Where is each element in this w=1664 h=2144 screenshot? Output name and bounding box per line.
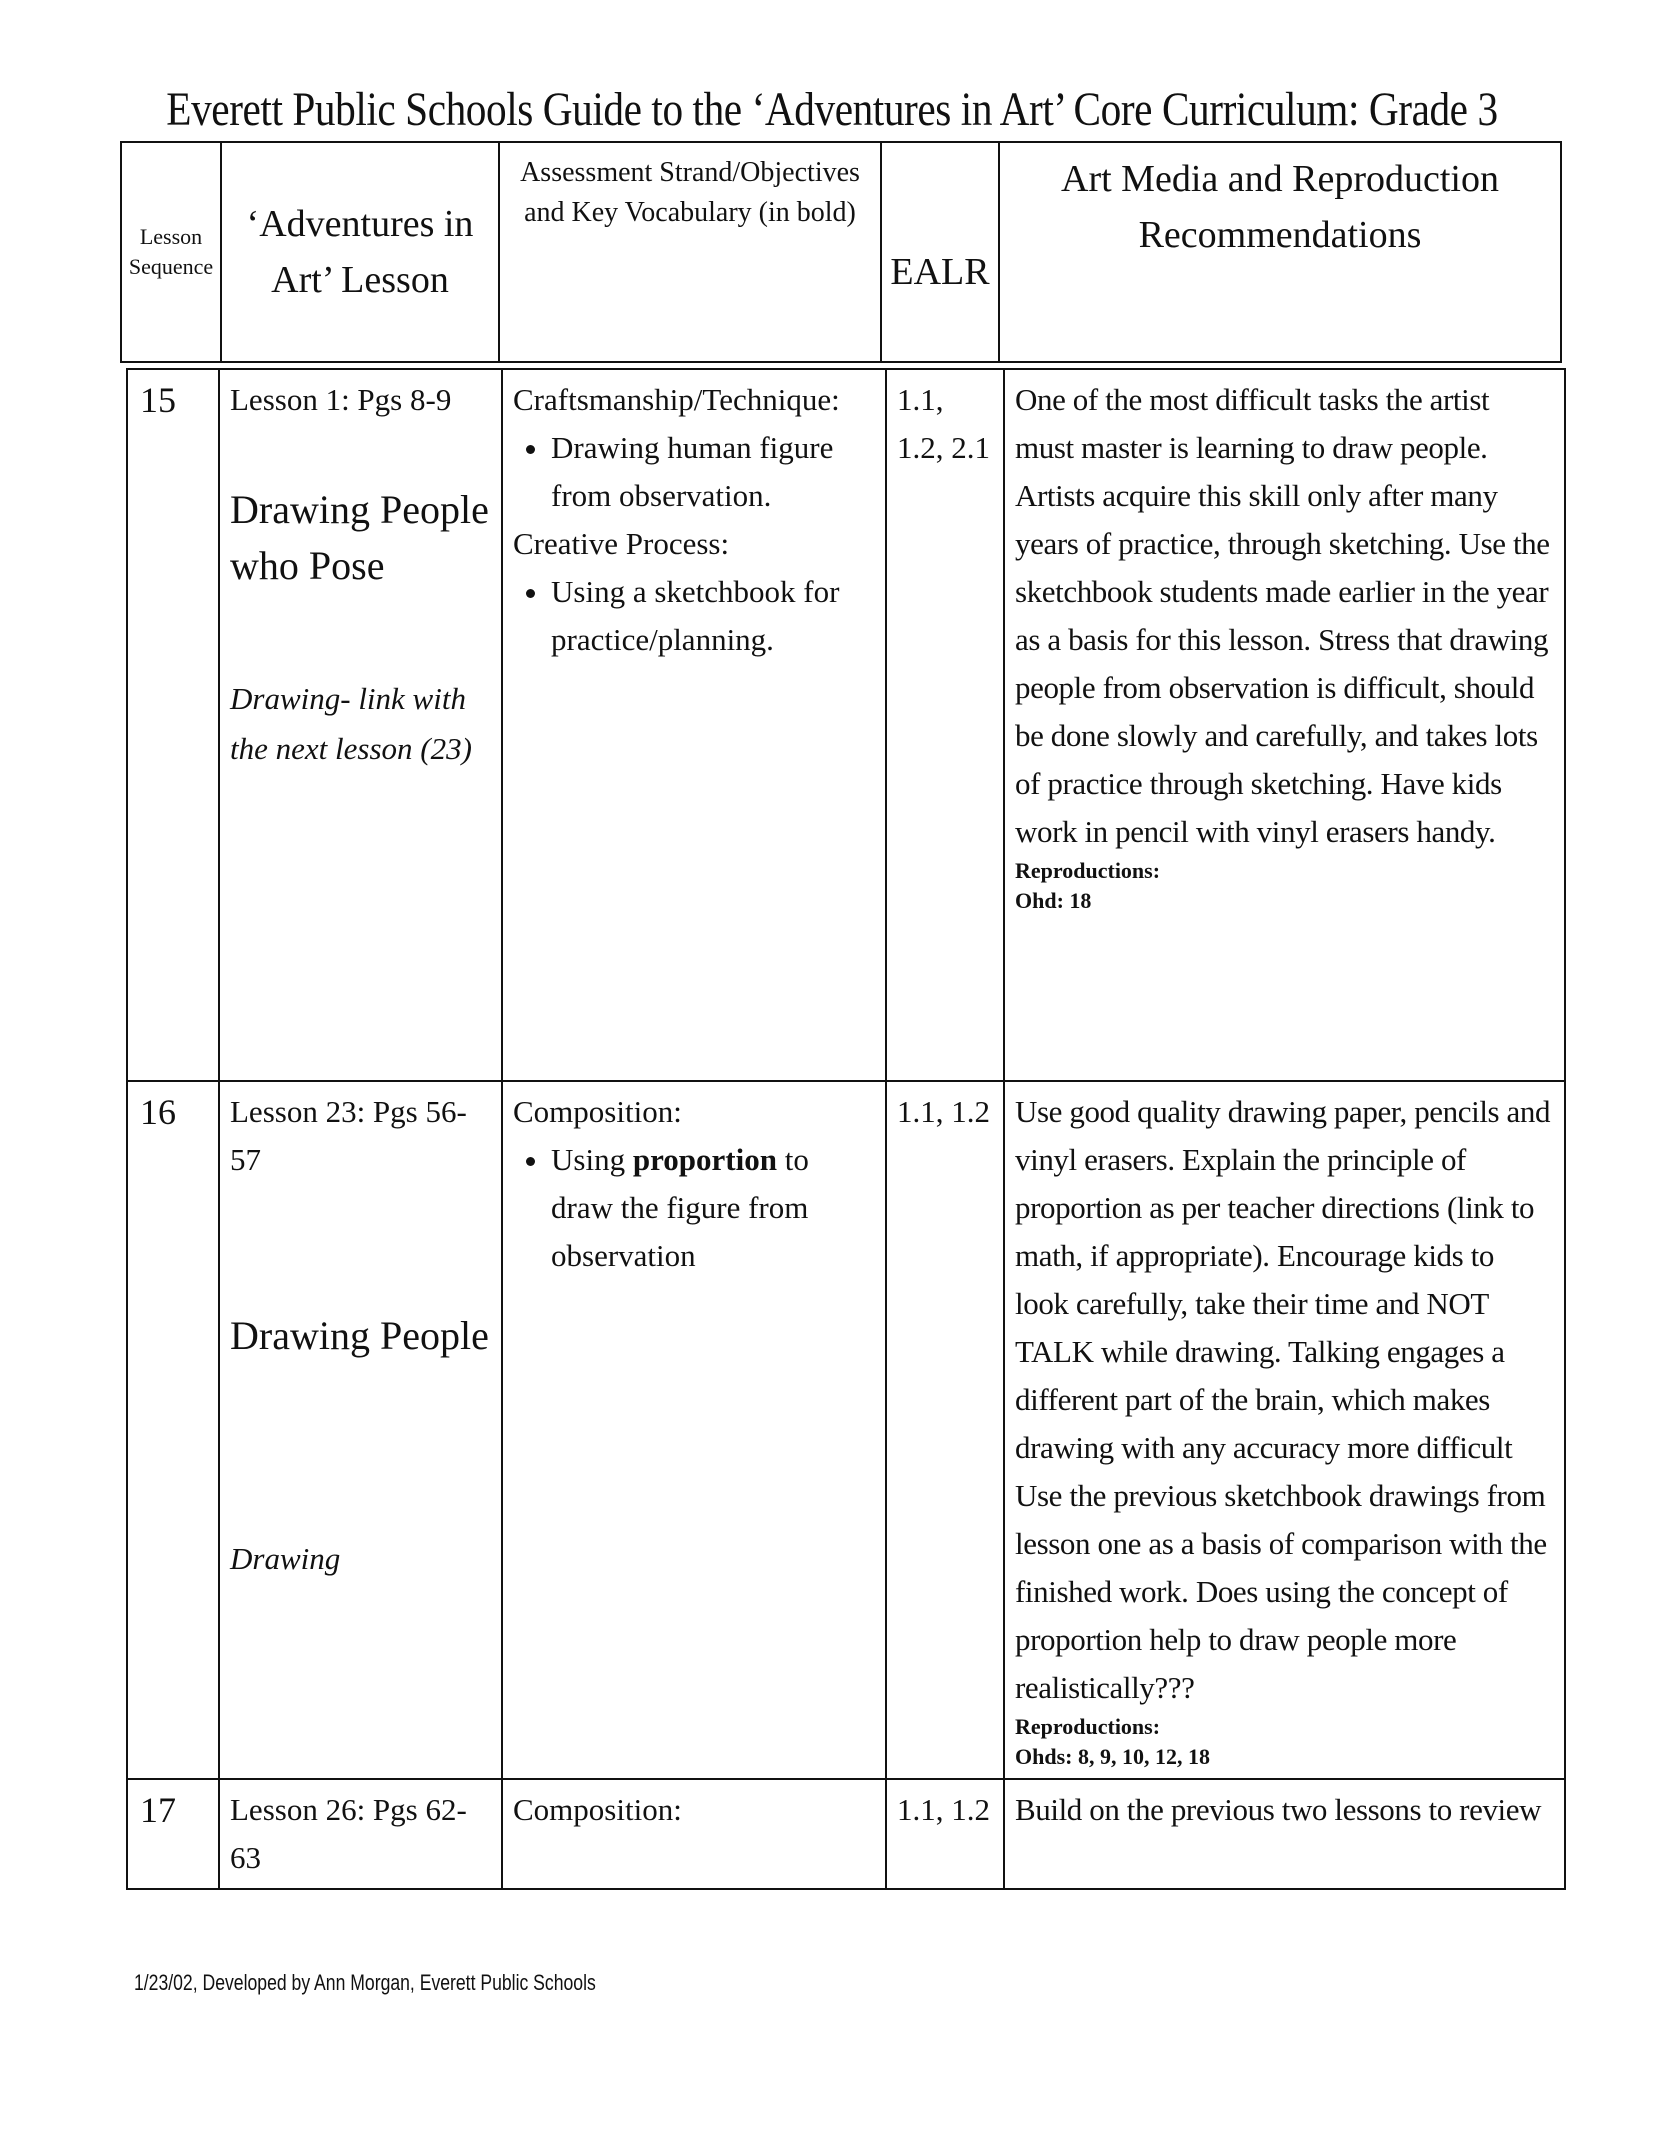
reproductions-label: Reproductions: (1015, 858, 1161, 883)
lessons-table (126, 368, 1566, 1890)
header-lesson-sequence: Lesson Sequence (121, 142, 221, 362)
objective-item: • Using a sketchbook for practice/planning. (551, 568, 875, 664)
lesson-title: Drawing People (230, 1313, 489, 1358)
objective-list (513, 568, 875, 664)
media-text: Build on the previous two lessons to review (1004, 1779, 1565, 1889)
key-vocabulary: proportion (632, 1142, 777, 1177)
strand-label: Composition: (513, 1094, 682, 1129)
assessment-cell (502, 1081, 886, 1779)
header-ealr: EALR (881, 142, 999, 362)
strand-label: Composition: (502, 1779, 886, 1889)
lesson-sequence: 17 (127, 1779, 219, 1889)
ealr-cell: 1.1, 1.2 (886, 1081, 1004, 1779)
header-table (120, 141, 1562, 363)
objective-text: Using (551, 1142, 633, 1177)
lesson-note: Drawing (230, 1541, 341, 1576)
media-text: Use the previous sketchbook drawings from lesson one as a basis of comparison with the finished work. Does using the concept of proportion help to draw people more realistically??? (1015, 1478, 1547, 1705)
header-assessment: Assessment Strand/Objectives and Key Vocabulary (in bold) (499, 142, 881, 362)
media-cell (1004, 369, 1565, 1081)
header-media: Art Media and Reproduction Recommendations (999, 142, 1561, 362)
table-row (127, 1779, 1565, 1889)
lesson-sequence: 16 (127, 1081, 219, 1779)
table-row (127, 369, 1565, 1081)
table-row (127, 1081, 1565, 1779)
header-row (121, 142, 1561, 362)
lesson-cell (219, 369, 502, 1081)
objective-item: • Drawing human figure from observation. (551, 424, 875, 520)
lesson-note: Drawing- link with the next lesson (23) (230, 681, 472, 766)
reproductions-value: Ohds: 8, 9, 10, 12, 18 (1015, 1744, 1210, 1769)
footer-note: 1/23/02, Developed by Ann Morgan, Everett Public Schools (134, 1970, 596, 1995)
strand-label: Creative Process: (513, 526, 730, 561)
page-title: Everett Public Schools Guide to the ‘Adventures in Art’ Core Curriculum: Grade 3 (166, 83, 1498, 136)
lesson-title: Drawing People who Pose (230, 487, 489, 588)
objective-list (513, 1136, 875, 1280)
objective-text: to draw the figure from observation (551, 1142, 809, 1273)
lesson-ref: Lesson 23: Pgs 56-57 (230, 1094, 467, 1177)
lesson-ref: Lesson 1: Pgs 8-9 (230, 382, 452, 417)
reproductions-label: Reproductions: (1015, 1714, 1161, 1739)
header-lesson: ‘Adventures in Art’ Lesson (221, 142, 499, 362)
strand-label: Craftsmanship/Technique: (513, 382, 840, 417)
lesson-ref: Lesson 26: Pgs 62-63 (219, 1779, 502, 1889)
reproductions-value: Ohd: 18 (1015, 888, 1092, 913)
ealr-cell: 1.1, 1.2, 2.1 (886, 369, 1004, 1081)
media-text: Use good quality drawing paper, pencils and vinyl erasers. Explain the principle of proportion as per teacher directions (link to math, if appropriate). Encourage kids to look carefully, take their time and NOT TALK while drawing. Talking engages a different part of the brain, which makes drawing with any accuracy more difficult (1015, 1094, 1551, 1465)
lesson-cell (219, 1081, 502, 1779)
ealr-cell: 1.1, 1.2 (886, 1779, 1004, 1889)
lesson-sequence: 15 (127, 369, 219, 1081)
objective-list (513, 424, 875, 520)
assessment-cell (502, 369, 886, 1081)
objective-item (551, 1136, 875, 1280)
media-text: One of the most difficult tasks the artist must master is learning to draw people. Artists acquire this skill only after many years of practice, through sketching. Use the sketchbook students made earlier in the year as a basis for this lesson. Stress that drawing people from observation is difficult, should be done slowly and carefully, and takes lots of practice through sketching. Have kids work in pencil with vinyl erasers handy. (1015, 382, 1550, 849)
media-cell (1004, 1081, 1565, 1779)
